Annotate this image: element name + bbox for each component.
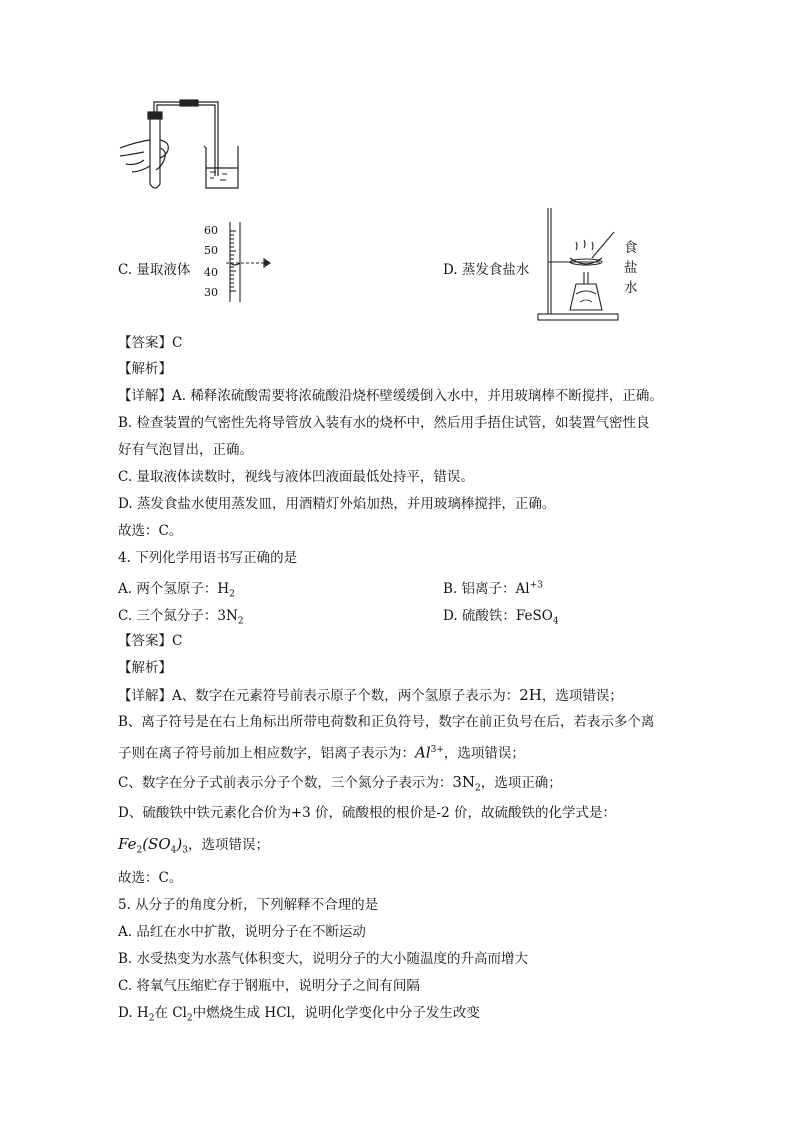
salt-water-label-1: 食: [624, 240, 638, 256]
q3-detail-c: C. 量取液体读数时，视线与液体凹液面最低处持平，错误。: [118, 469, 474, 485]
salt-water-label-2: 盐: [624, 260, 638, 276]
q4-detail-b1: B、离子符号是在右上角标出所带电荷数和正负符号，数字在前正负号在后，若表示多个离: [118, 714, 655, 730]
q4-option-b: B. 铝离子：$Al^{+3}$: [443, 580, 543, 597]
q3-analysis: 【解析】: [118, 361, 172, 377]
math-3n2: 3N: [452, 773, 476, 791]
evaporation-figure: [536, 206, 626, 322]
q4-analysis: 【解析】: [118, 660, 172, 676]
math-al: Al: [415, 743, 431, 762]
q3-detail-b1: B. 检查装置的气密性先将导管放入装有水的烧杯中，然后用手捂住试管，如装置气密性良: [118, 415, 650, 431]
figure-c-caption: C. 量取液体: [118, 262, 191, 278]
q3-detail-d: D. 蒸发食盐水使用蒸发皿，用酒精灯外焰加热，并用玻璃棒搅拌，正确。: [118, 496, 556, 512]
q5-option-a: A. 品红在水中扩散，说明分子在不断运动: [118, 924, 366, 940]
q4-detail-d1: D、硫酸铁中铁元素化合价为+3 价，硫酸根的根价是-2 价，故硫酸铁的化学式是：: [118, 805, 616, 821]
q4-option-a: A. 两个氢原子：$H_2$: [118, 581, 235, 600]
q4-detail-d2: $Fe_2(SO_4)_3$，选项错误；: [118, 835, 269, 856]
airtightness-figure: [118, 96, 248, 196]
math-2h: 2H: [519, 686, 542, 704]
q4-detail-a: 【详解】A、数字在元素符号前表示原子个数，两个氢原子表示为：2H，选项错误；: [118, 686, 623, 704]
figure-d-caption: D. 蒸发食盐水: [443, 262, 530, 278]
salt-water-label-3: 水: [624, 280, 638, 296]
q4-detail-c: C、数字在分子式前表示分子个数，三个氮分子表示为：$3N_2$，选项正确；: [118, 773, 562, 794]
q5-option-d: D. $H_2$在 $Cl_2$中燃烧生成 HCl，说明化学变化中分子发生改变: [118, 1005, 480, 1024]
q3-detail-b2: 好有气泡冒出，正确。: [118, 442, 253, 458]
q5-option-c: C. 将氧气压缩贮存于钢瓶中，说明分子之间有间隔: [118, 978, 420, 994]
q3-answer: 【答案】C: [118, 335, 183, 351]
cylinder-tick-30: 30: [204, 286, 218, 299]
cylinder-tick-40: 40: [204, 266, 218, 279]
q3-choose: 故选：C。: [118, 523, 183, 539]
q4-option-d: D. 硫酸铁：FeSO$_4$: [443, 608, 559, 627]
cylinder-tick-50: 50: [204, 244, 218, 257]
q5-option-b: B. 水受热变为水蒸气体积变大，说明分子的大小随温度的升高而增大: [118, 951, 529, 967]
q5-stem: 5. 从分子的角度分析，下列解释不合理的是: [118, 897, 379, 913]
q4-detail-b2: 子则在离子符号前加上相应数字，铝离子表示为：$Al^{3+}$，选项错误；: [118, 743, 525, 762]
q4-answer: 【答案】C: [118, 633, 183, 649]
q4-stem: 4. 下列化学用语书写正确的是: [118, 550, 298, 566]
q4-choose: 故选：C。: [118, 870, 183, 886]
cylinder-tick-60: 60: [204, 224, 218, 237]
q3-detail-a: 【详解】A. 稀释浓硫酸需要将浓硫酸沿烧杯壁缓缓倒入水中，并用玻璃棒不断搅拌，正确。: [118, 388, 663, 404]
q4-option-c: C. 三个氮分子：$3N_2$: [118, 608, 244, 627]
